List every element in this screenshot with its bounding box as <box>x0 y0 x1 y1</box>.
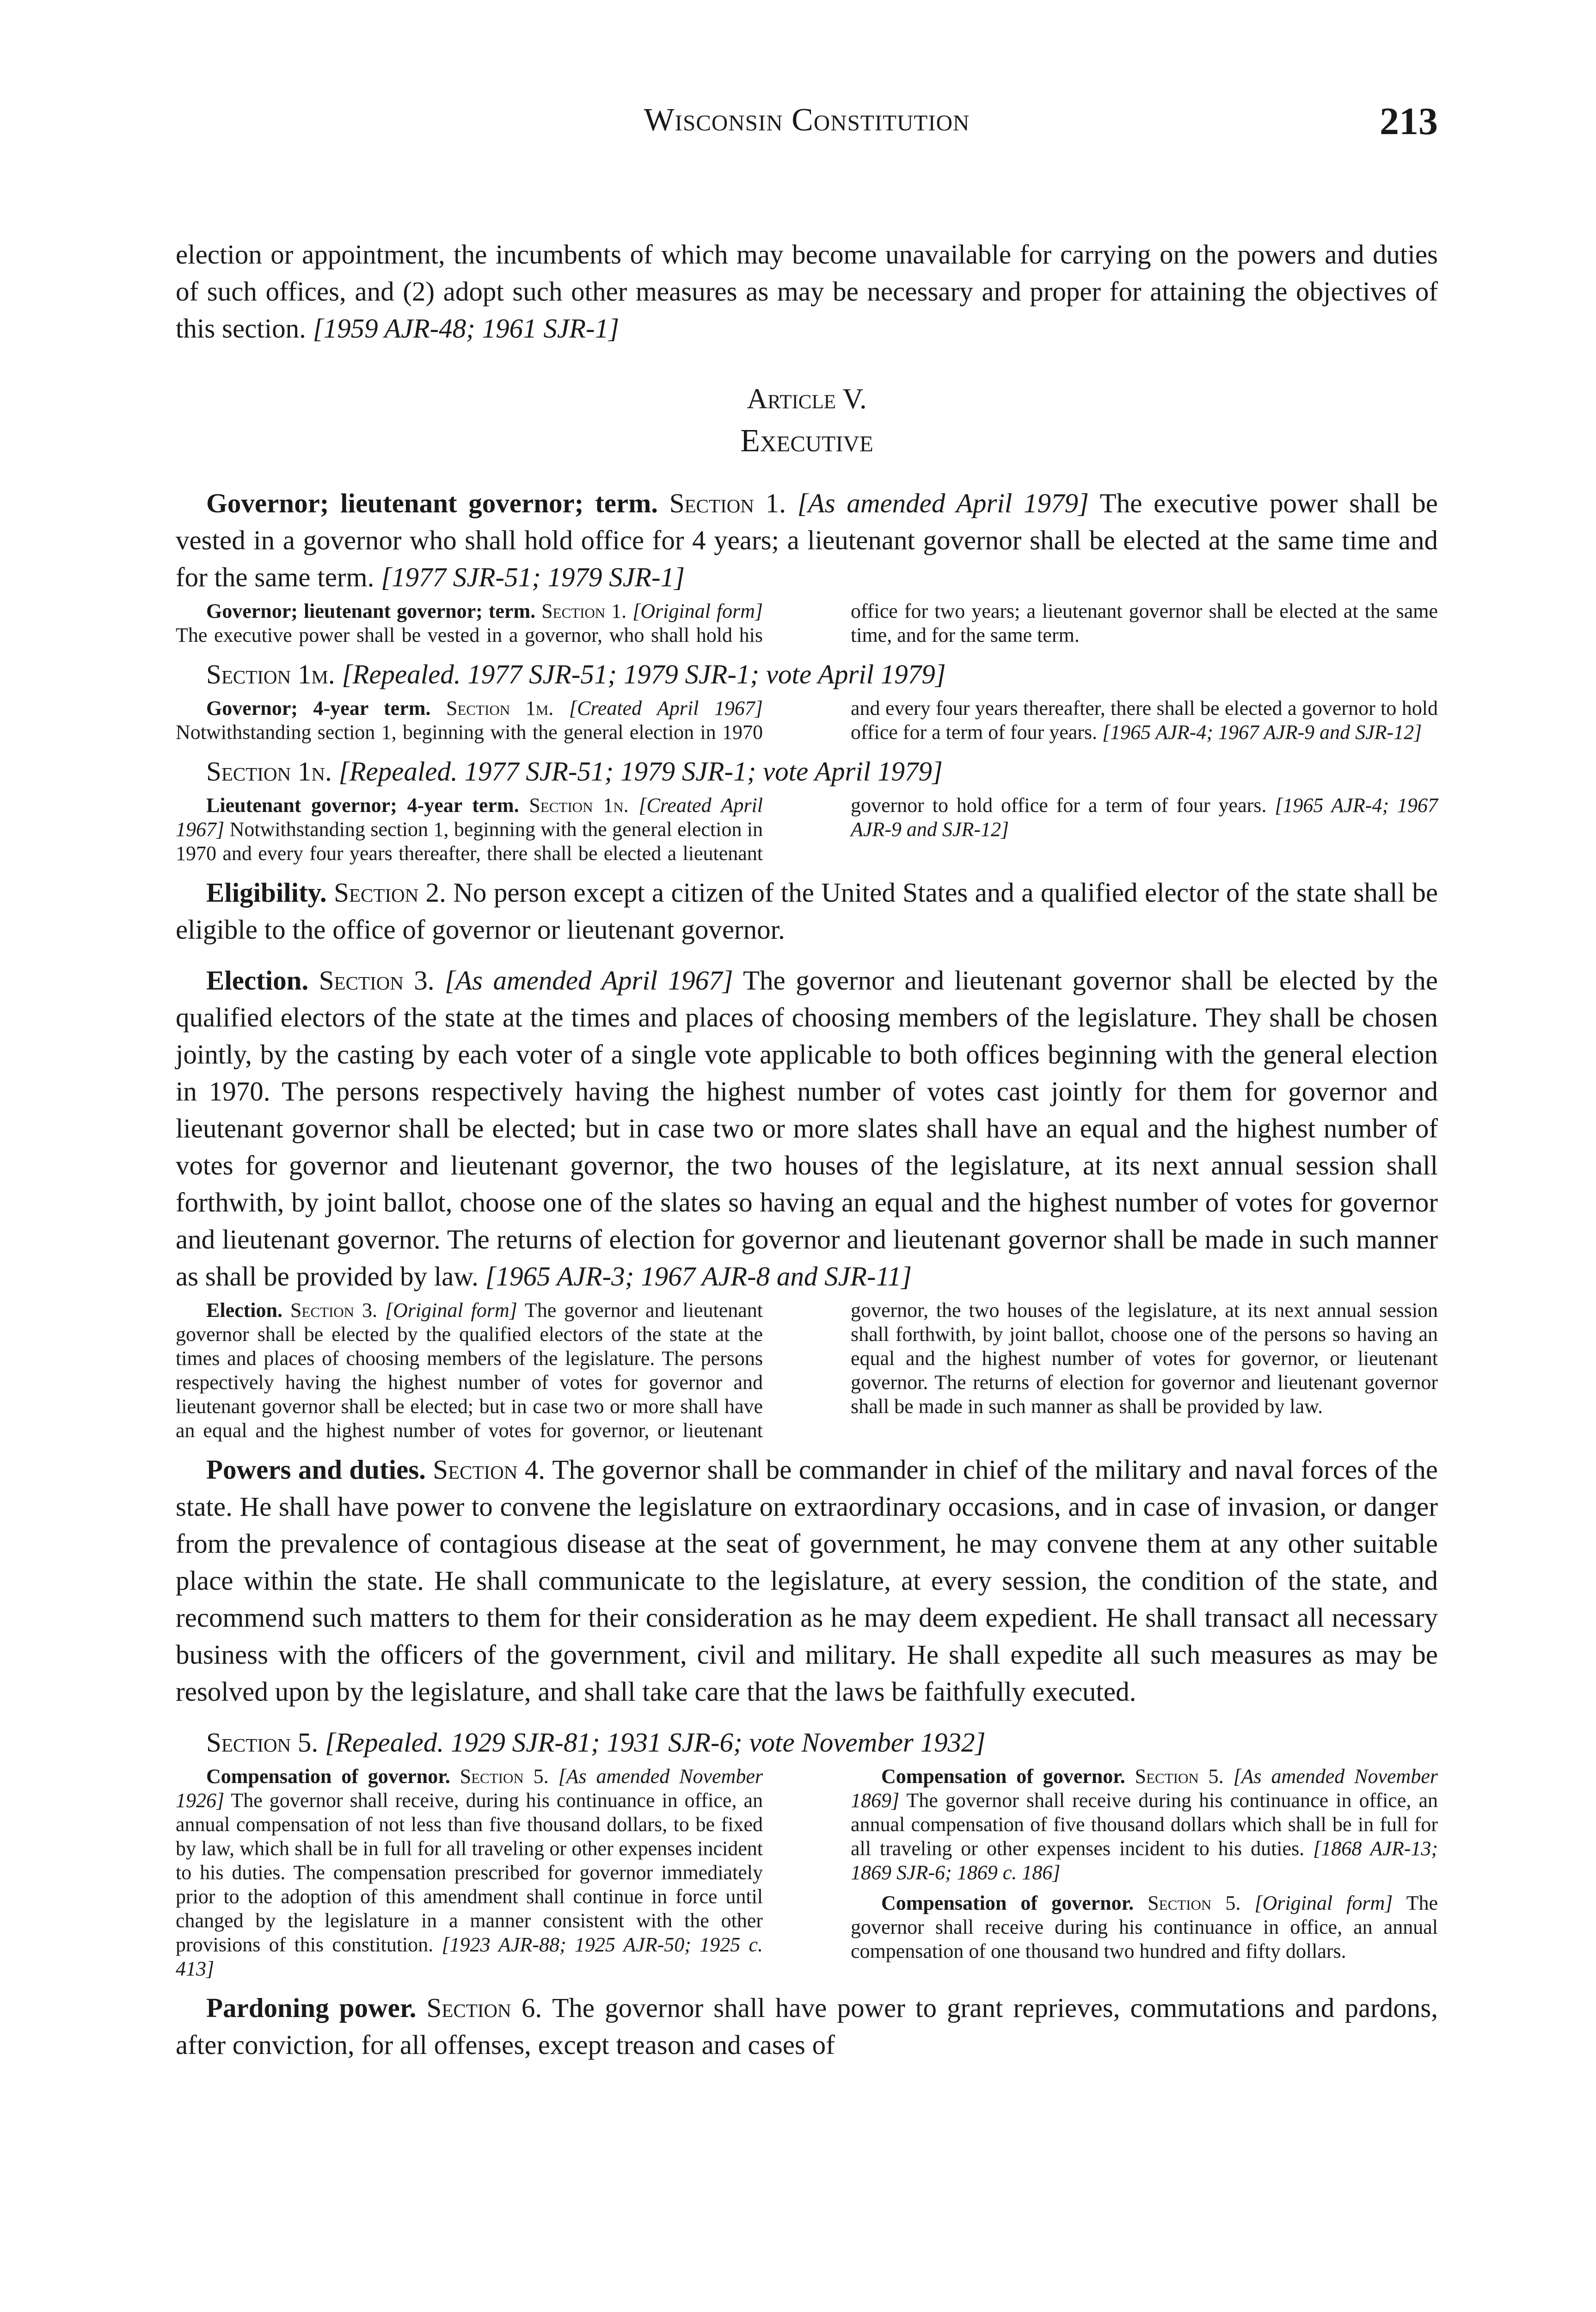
note-5c-text: The governor shall receive during his continuance in office, an annual compensation of one thousand two hundred and fifty dollars. <box>851 1892 1438 1962</box>
note-5b-amend: [As amended November 1869] <box>851 1765 1438 1812</box>
section-1-note <box>176 599 1438 647</box>
note-1m <box>176 696 1438 744</box>
note-1n-label: Section 1n. <box>519 794 639 817</box>
note-1-label: Section 1. <box>535 600 633 622</box>
note-1-heading: Governor; lieutenant governor; term. <box>206 600 536 622</box>
section-6 <box>176 1989 1438 2063</box>
section-6-label: Section 6. <box>416 1992 552 2023</box>
article-title: Executive <box>740 423 873 459</box>
section-3-note <box>176 1298 1438 1443</box>
article-number: Article V. <box>747 383 867 415</box>
note-1-text: The executive power shall be vested in a governor, who shall hold his office for two years; a lieutenant governor shall be elected at the same time, and for the same term. <box>176 600 1438 646</box>
section-1-amend: [As amended April 1979] <box>797 488 1089 518</box>
section-3-heading: Election. <box>206 965 309 996</box>
note-1n-created: [Created April 1967] <box>176 794 763 841</box>
section-1n <box>176 753 1438 790</box>
intro-paragraph <box>176 236 1438 347</box>
section-3-label: Section 3. <box>308 965 445 996</box>
intro-text: election or appointment, the incumbents of which may become unavailable for carrying on the powers and duties of such offices, and (2) adopt such other measures as may be necessary and proper for attaining the objectives of this section. <box>176 239 1438 344</box>
section-1m <box>176 656 1438 693</box>
note-1-form: [Original form] <box>632 600 763 622</box>
section-5-label: Section 5. <box>206 1727 325 1758</box>
note-1n-text: Notwithstanding section 1, beginning with the general election in 1970 and every four years thereafter, there shall be elected a lieutenant governor to hold office for a term of four years. <box>176 794 1275 865</box>
note-5b-label: Section 5. <box>1125 1765 1234 1788</box>
section-6-heading: Pardoning power. <box>206 1992 417 2023</box>
section-6-text: The governor shall have power to grant reprieves, commutations and pardons, after conviction, for all offenses, except treason and cases of <box>176 1992 1438 2060</box>
section-1-heading: Governor; lieutenant governor; term. <box>206 488 658 518</box>
section-1 <box>176 485 1438 596</box>
section-1m-label: Section 1m. <box>206 659 342 689</box>
note-5b-history: [1868 AJR-13; 1869 SJR-6; 1869 c. 186] <box>851 1837 1438 1884</box>
running-head <box>176 102 1438 153</box>
note-1m-history: [1965 AJR-4; 1967 AJR-9 and SJR-12] <box>1102 721 1422 744</box>
section-2-text: No person except a citizen of the United States and a qualified elector of the state shall be eligible to the office of governor or lieutenant governor. <box>176 877 1438 945</box>
section-1m-repealed: [Repealed. 1977 SJR-51; 1979 SJR-1; vote April 1979] <box>342 659 946 689</box>
note-1n-history: [1965 AJR-4; 1967 AJR-9 and SJR-12] <box>851 794 1438 841</box>
section-5-repealed: [Repealed. 1929 SJR-81; 1931 SJR-6; vote November 1932] <box>325 1727 986 1758</box>
note-5c-label: Section 5. <box>1134 1892 1255 1914</box>
section-1-label: Section 1. <box>658 488 798 518</box>
note-3-heading: Election. <box>206 1299 282 1322</box>
note-1m-heading: Governor; 4-year term. <box>206 697 431 719</box>
note-1n <box>176 793 1438 866</box>
section-1n-repealed: [Repealed. 1977 SJR-51; 1979 SJR-1; vote April 1979] <box>338 756 943 787</box>
note-1n-heading: Lieutenant governor; 4-year term. <box>206 794 519 817</box>
note-5c <box>851 1891 1438 1963</box>
page-number: 213 <box>1380 100 1438 143</box>
note-3-form: [Original form] <box>385 1299 517 1322</box>
section-5 <box>176 1724 1438 1761</box>
note-1m-label: Section 1m. <box>430 697 569 719</box>
note-3 <box>176 1298 1438 1443</box>
note-5b-heading: Compensation of governor. <box>881 1765 1125 1788</box>
note-1m-created: [Created April 1967] <box>569 697 763 719</box>
note-5b-text: The governor shall receive during his continuance in office, an annual compensation of five thousand dollars which shall be in full for all traveling or other expenses incident to his duties. <box>851 1789 1438 1860</box>
section-3-text: The governor and lieutenant governor shall be elected by the qualified electors of the state at the times and places of choosing members of the legislature. They shall be chosen jointly, by the casting by each voter of a single vote applicable to both offices beginning with the general election in 1970. The persons respectively having the highest number of votes cast jointly for them for governor and lieutenant governor shall be elected; but in case two or more slates shall have an equal and the highest number of votes for governor and lieutenant governor, the two houses of the legislature, at its next annual session shall forthwith, by joint ballot, choose one of the slates so having an equal and the highest number of votes for governor and lieutenant governor. The returns of election for governor and lieutenant governor shall be made in such manner as shall be provided by law. <box>176 965 1438 1291</box>
article-heading <box>176 379 1438 463</box>
section-3-amend: [As amended April 1967] <box>445 965 733 996</box>
intro-history: [1959 AJR-48; 1961 SJR-1] <box>313 313 620 344</box>
section-1m-note <box>176 696 1438 744</box>
section-1n-note <box>176 793 1438 866</box>
section-1-history: [1977 SJR-51; 1979 SJR-1] <box>381 562 685 592</box>
note-1 <box>176 599 1438 647</box>
section-2-label: Section 2. <box>326 877 454 908</box>
note-5a-text: The governor shall receive, during his continuance in office, an annual compensation of not less than five thousand dollars, to be fixed by law, which shall be in full for all traveling or other expenses incident to his duties. The compensation prescribed for governor immediately prior to the adoption of this amendment shall continue in force until changed by the legislature in a manner consistent with the other provisions of this constitution. <box>176 1789 763 1956</box>
section-2 <box>176 874 1438 948</box>
note-5c-form: [Original form] <box>1254 1892 1393 1914</box>
section-3 <box>176 962 1438 1295</box>
running-title: Wisconsin Constitution <box>644 102 970 138</box>
section-5-notes <box>176 1765 1438 1981</box>
section-4-label: Section 4. <box>425 1454 552 1485</box>
note-3-text: The governor and lieutenant governor shall be elected by the qualified electors of the state at the times and places of choosing members of the legislature. The persons respectively having the highest number of votes for governor and lieutenant governor shall be elected; but in case two or more shall have an equal and the highest number of votes for governor, or lieutenant governor, the two houses of the legislature, at its next annual session shall forthwith, by joint ballot, choose one of the persons so having an equal and the highest number of votes for governor, or lieutenant governor. The returns of election for governor and lieutenant governor shall be made in such manner as shall be provided by law. <box>176 1299 1438 1442</box>
section-4-text: The governor shall be commander in chief of the military and naval forces of the state. He shall have power to convene the legislature on extraordinary occasions, and in case of invasion, or danger from the prevalence of contagious disease at the seat of government, he may convene them at any other suitable place within the state. He shall communicate to the legislature, at every session, the condition of the state, and recommend such matters to them for their consideration as he may deem expedient. He shall transact all necessary business with the officers of the government, civil and military. He shall expedite all such measures as may be resolved upon by the legislature, and shall take care that the laws be faithfully executed. <box>176 1454 1438 1707</box>
note-5a-label: Section 5. <box>450 1765 559 1788</box>
section-3-history: [1965 AJR-3; 1967 AJR-8 and SJR-11] <box>485 1261 912 1291</box>
note-5a <box>176 1765 763 1981</box>
note-5a-amend: [As amended November 1926] <box>176 1765 763 1812</box>
section-4 <box>176 1451 1438 1710</box>
section-1n-label: Section 1n. <box>206 756 339 787</box>
note-5b <box>851 1765 1438 1885</box>
section-2-heading: Eligibility. <box>206 877 327 908</box>
note-1m-text: Notwithstanding section 1, beginning with the general election in 1970 and every four years thereafter, there shall be elected a governor to hold office for a term of four years. <box>176 697 1438 744</box>
note-5a-history: [1923 AJR-88; 1925 AJR-50; 1925 c. 413] <box>176 1933 763 1980</box>
note-3-label: Section 3. <box>282 1299 385 1322</box>
section-4-heading: Powers and duties. <box>206 1454 426 1485</box>
note-5c-heading: Compensation of governor. <box>881 1892 1134 1914</box>
section-1-text: The executive power shall be vested in a governor who shall hold office for 4 years; a lieutenant governor shall be elected at the same time and for the same term. <box>176 488 1438 592</box>
note-5a-heading: Compensation of governor. <box>206 1765 450 1788</box>
page-content <box>176 236 1438 2063</box>
